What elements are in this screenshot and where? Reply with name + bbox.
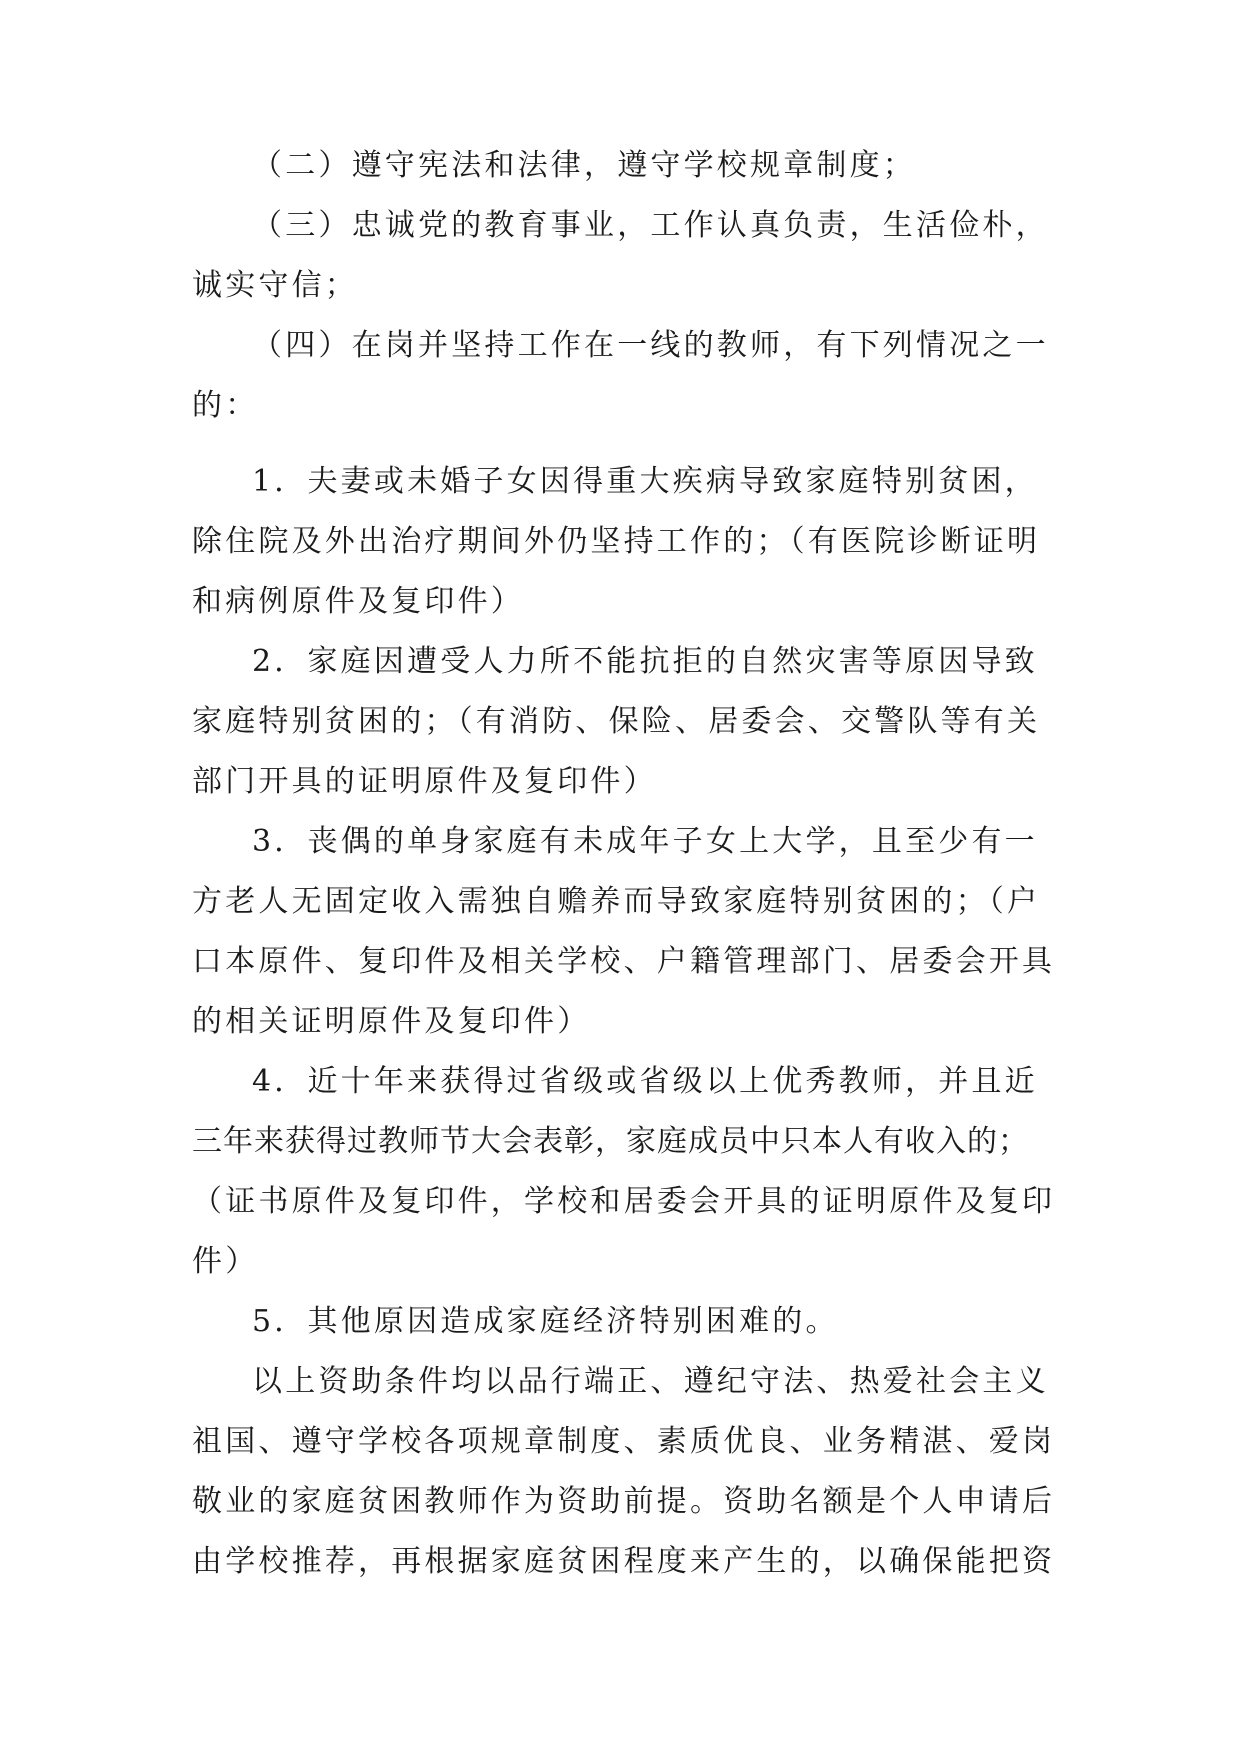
text-line: 4．近十年来获得过省级或省级以上优秀教师，并且近: [252, 1064, 1038, 1099]
text-line: 1．夫妻或未婚子女因得重大疾病导致家庭特别贫困，: [252, 464, 1038, 499]
text-line: 3．丧偶的单身家庭有未成年子女上大学，且至少有一: [252, 824, 1038, 859]
text-line: 三年来获得过教师节大会表彰，家庭成员中只本人有收入的；: [192, 1124, 1029, 1159]
text-line: 家庭特别贫困的；（有消防、保险、居委会、交警队等有关: [192, 704, 1041, 739]
text-line: 和病例原件及复印件）: [192, 584, 524, 619]
text-line: 的：: [192, 388, 259, 423]
text-line: 以上资助条件均以品行端正、遵纪守法、热爱社会主义: [252, 1364, 1049, 1399]
text-line: 5．其他原因造成家庭经济特别困难的。: [252, 1304, 839, 1339]
text-line: （三）忠诚党的教育事业，工作认真负责，生活俭朴，: [252, 208, 1049, 243]
text-line: （证书原件及复印件，学校和居委会开具的证明原件及复印: [192, 1184, 1056, 1219]
text-line: 由学校推荐，再根据家庭贫困程度来产生的，以确保能把资: [192, 1544, 1056, 1579]
text-line: 诚实守信；: [192, 268, 358, 303]
text-line: 口本原件、复印件及相关学校、户籍管理部门、居委会开具: [192, 944, 1056, 979]
text-line: 除住院及外出治疗期间外仍坚持工作的；（有医院诊断证明: [192, 524, 1041, 559]
text-line: 祖国、遵守学校各项规章制度、素质优良、业务精湛、爱岗: [192, 1424, 1056, 1459]
text-line: 方老人无固定收入需独自赡养而导致家庭特别贫困的；（户: [192, 884, 1041, 919]
text-line: 2．家庭因遭受人力所不能抗拒的自然灾害等原因导致: [252, 644, 1038, 679]
text-line: （二）遵守宪法和法律，遵守学校规章制度；: [252, 148, 916, 183]
text-line: 件）: [192, 1244, 259, 1279]
text-line: 的相关证明原件及复印件）: [192, 1004, 591, 1039]
text-line: 部门开具的证明原件及复印件）: [192, 764, 657, 799]
text-line: （四）在岗并坚持工作在一线的教师，有下列情况之一: [252, 328, 1049, 363]
text-line: 敬业的家庭贫困教师作为资助前提。资助名额是个人申请后: [192, 1484, 1056, 1519]
